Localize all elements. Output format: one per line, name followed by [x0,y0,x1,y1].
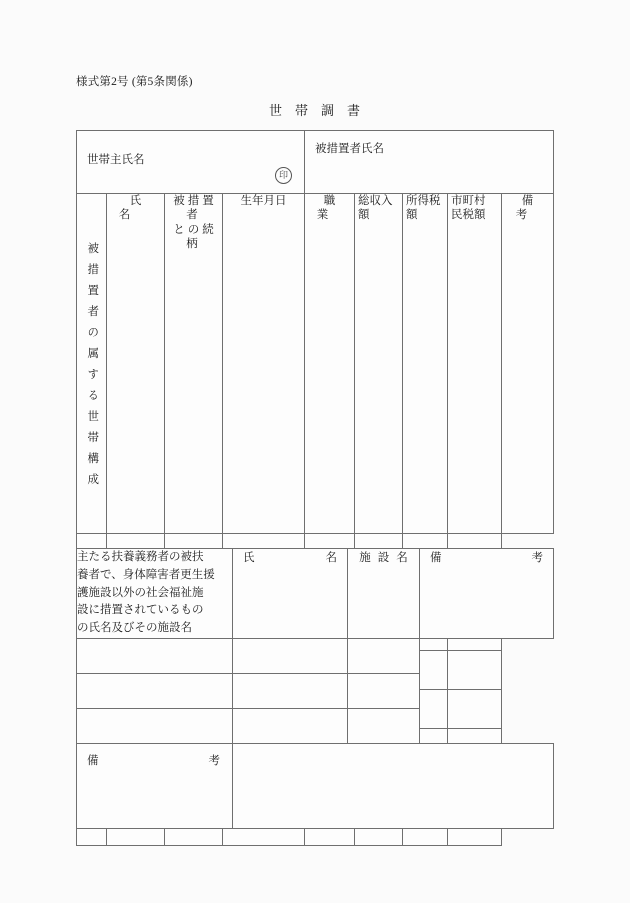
dependents-cell-remarks[interactable] [348,639,420,674]
dependents-rows-body [77,639,554,744]
dependents-cell-name[interactable] [77,709,233,744]
column-header-occupation [305,194,355,534]
column-header-income-tax-line2: 額 [406,209,418,222]
dependents-cell-name[interactable] [77,674,233,709]
remarks-value-cell[interactable] [233,744,554,829]
column-header-municipal-tax-line1: 市町村 [451,195,486,207]
column-header-gross-income-line2: 額 [358,209,370,222]
dependents-description-line-5: の氏名及びその施設名 [77,622,192,635]
dependents-and-remarks-table [76,548,554,829]
dependents-description-line-1: 主たる扶養義務者の被扶 [77,551,204,563]
dependents-column-header-facility-text: 施設名 [359,552,415,564]
remarks-label-right: 考 [208,755,220,768]
dependents-column-header-remarks-left: 備 [430,552,442,564]
column-header-occupation-text: 職業 [316,195,350,222]
column-header-relation-line1: 被措置者 [173,195,217,222]
subject-name-cell[interactable] [305,131,554,194]
column-header-gross-income-line1: 総収入 [358,195,393,207]
remarks-label-cell [77,744,233,829]
dependents-cell-facility[interactable] [233,674,348,709]
column-header-name [107,194,165,534]
page-title: 世帯調書 [268,103,373,118]
dependents-cell-facility[interactable] [233,709,348,744]
dependents-cell-remarks[interactable] [348,709,420,744]
dependents-cell-facility[interactable] [233,639,348,674]
dependents-column-header-remarks-right: 考 [531,552,543,564]
remarks-label-left: 備 [87,755,99,768]
dependents-column-header-name [233,549,348,639]
column-header-municipal-tax-line2: 民税額 [451,209,486,222]
dependents-column-header-facility [348,549,420,639]
dependents-description-cell [77,549,233,639]
household-head-label: 世帯主氏名 [87,154,145,166]
household-header-row [77,194,554,534]
subject-name-label: 被措置者氏名 [315,143,384,155]
column-header-gross-income [355,194,403,534]
column-header-remarks [502,194,554,534]
dependents-column-header-remarks [420,549,554,639]
seal-icon: 印 [275,167,292,184]
column-header-birthdate-text: 生年月日 [240,195,287,207]
household-side-label-cell [77,194,107,534]
table-row [77,709,554,744]
dependents-cell-remarks[interactable] [348,674,420,709]
column-header-relation [165,194,223,534]
table-row [77,639,554,674]
dependents-column-header-name-left: 氏 [243,552,255,564]
remarks-row [77,744,554,829]
column-header-municipal-tax [448,194,502,534]
dependents-description-line-3: 護施設以外の社会福祉施 [77,586,204,599]
household-side-label: 被措置者の属する世帯構成 [86,242,99,494]
column-header-remarks-text: 備考 [515,195,546,222]
dependents-cell-name[interactable] [77,639,233,674]
dependents-description-line-4: 設に措置されているもの [77,604,204,617]
household-head-cell[interactable] [77,131,305,194]
identity-row [77,131,554,194]
column-header-birthdate [223,194,305,534]
table-row [77,674,554,709]
dependents-description-line-2: 養者で、身体障害者更生援 [77,568,215,581]
column-header-income-tax-line1: 所得税 [406,195,441,207]
dependents-header-row [77,549,554,639]
column-header-name-text: 氏名 [118,195,164,222]
column-header-relation-line2: との続柄 [173,223,217,251]
column-header-income-tax [403,194,448,534]
dependents-column-header-name-right: 名 [325,552,337,564]
form-number: 様式第2号 (第5条関係) [76,76,193,88]
